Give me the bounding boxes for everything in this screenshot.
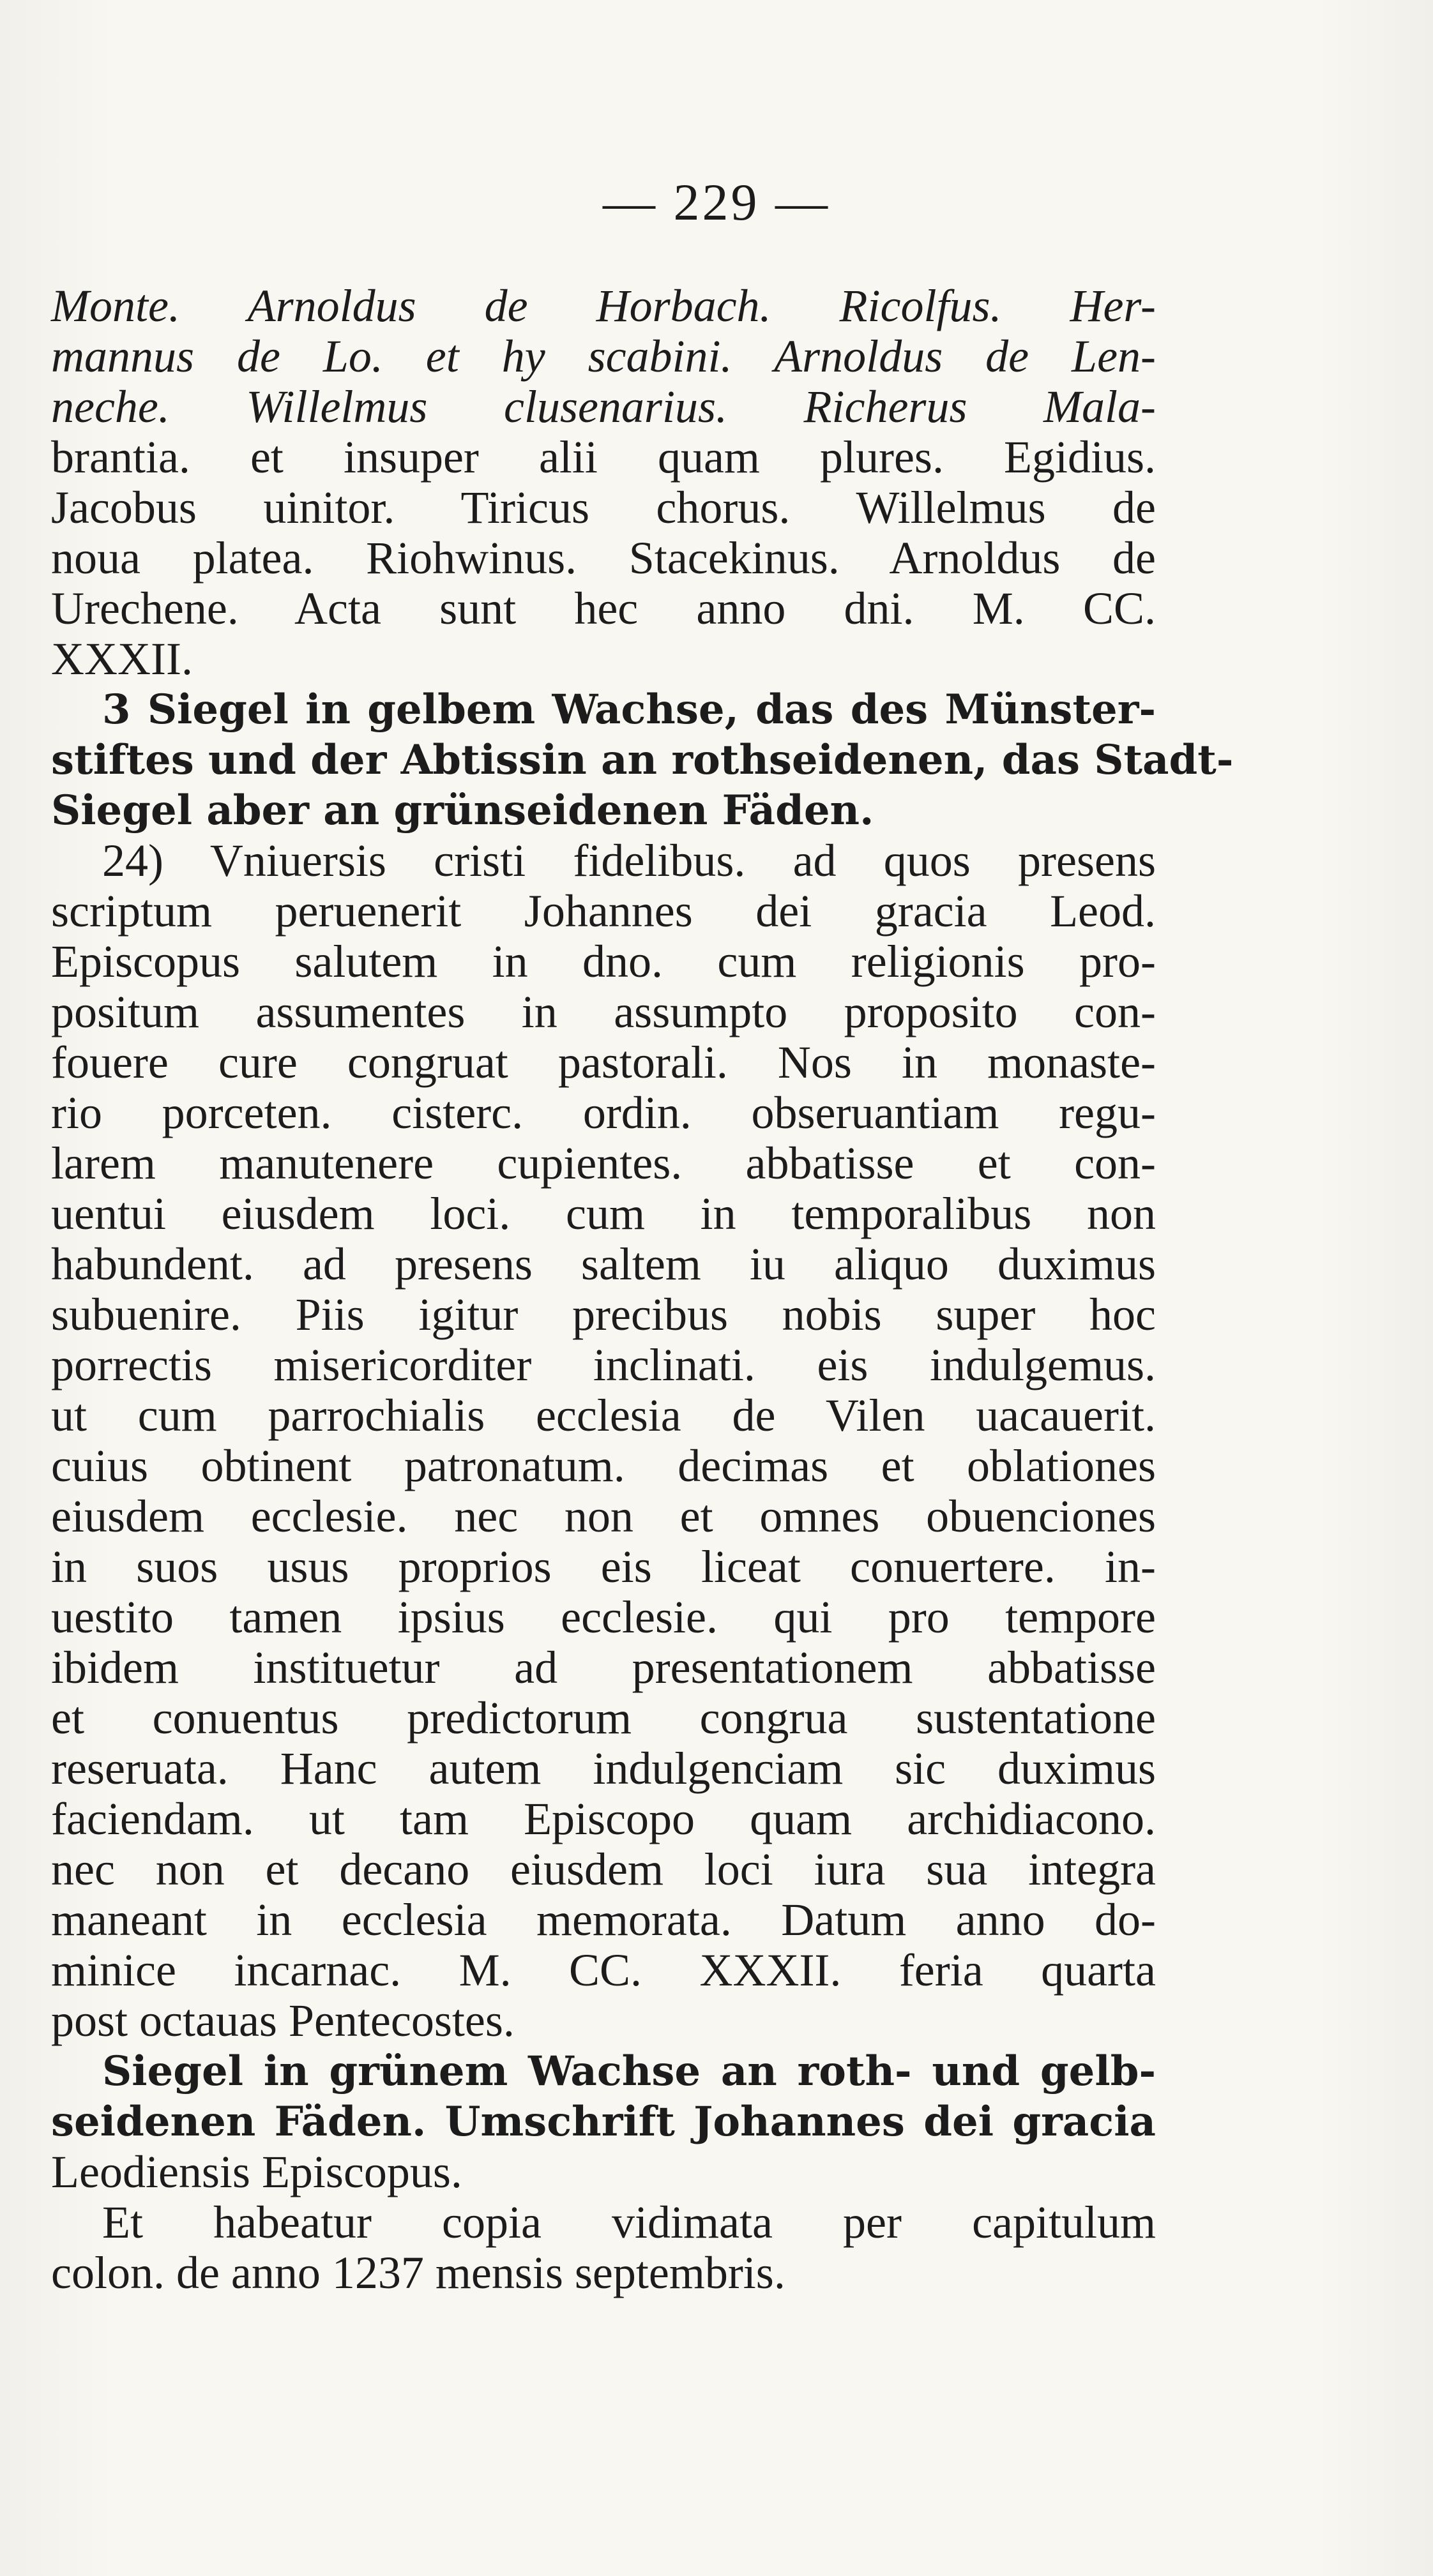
- text-line: larem manutenere cupientes. abbatisse et con-: [51, 1138, 1156, 1189]
- text-line: rio porceten. cisterc. ordin. obseruantiam regu-: [51, 1087, 1156, 1138]
- text-line: eiusdem ecclesie. nec non et omnes obuenciones: [51, 1491, 1156, 1542]
- text-line: subuenire. Piis igitur precibus nobis super hoc: [51, 1289, 1156, 1340]
- text-line: reseruata. Hanc autem indulgenciam sic duximus: [51, 1743, 1156, 1794]
- text-line: XXXII.: [51, 633, 193, 684]
- text-line: Leodiensis Episcopus.: [51, 2146, 462, 2197]
- text-line: uentui eiusdem loci. cum in temporalibus non: [51, 1188, 1156, 1239]
- text-line: nec non et decano eiusdem loci iura sua integra: [51, 1844, 1156, 1895]
- text-line: Monte. Arnoldus de Horbach. Ricolfus. Her-: [51, 280, 1156, 331]
- text-line: Et habeatur copia vidimata per capitulum: [102, 2197, 1156, 2248]
- text-line: neche. Willelmus clusenarius. Richerus Mala-: [51, 381, 1156, 432]
- text-line: colon. de anno 1237 mensis septembris.: [51, 2247, 785, 2298]
- text-line: minice incarnac. M. CC. XXXII. feria quarta: [51, 1945, 1156, 1996]
- text-line: ut cum parrochialis ecclesia de Vilen uacauerit.: [51, 1390, 1156, 1441]
- text-line: mannus de Lo. et hy scabini. Arnoldus de Len-: [51, 331, 1156, 382]
- text-line: uestito tamen ipsius ecclesie. qui pro tempore: [51, 1592, 1156, 1643]
- text-line: brantia. et insuper alii quam plures. Egidius.: [51, 432, 1156, 483]
- text-line: Siegel aber an grünseidenen Fäden.: [51, 787, 874, 834]
- text-line: porrectis misericorditer inclinati. eis indulgemus.: [51, 1339, 1156, 1390]
- text-line: seidenen Fäden. Umschrift Johannes dei gracia: [51, 2098, 1156, 2146]
- text-line: in suos usus proprios eis liceat conuertere. in-: [51, 1541, 1156, 1592]
- text-line: positum assumentes in assumpto proposito con-: [51, 986, 1156, 1037]
- text-line: 24) Vniuersis cristi fidelibus. ad quos presens: [102, 835, 1156, 886]
- text-line: noua platea. Riohwinus. Stacekinus. Arnoldus de: [51, 532, 1156, 584]
- text-line: habundent. ad presens saltem iu aliquo duximus: [51, 1239, 1156, 1290]
- text-line: scriptum peruenerit Johannes dei gracia Leod.: [51, 885, 1156, 937]
- text-line: Episcopus salutem in dno. cum religionis pro-: [51, 936, 1156, 987]
- text-line: Urechene. Acta sunt hec anno dni. M. CC.: [51, 583, 1156, 634]
- text-line: Siegel in grünem Wachse an roth- und gelb-: [102, 2047, 1156, 2095]
- text-line: fouere cure congruat pastorali. Nos in monaste-: [51, 1037, 1156, 1088]
- page-number: — 229 —: [603, 173, 830, 231]
- text-line: stiftes und der Abtissin an rothseidenen, das Stadt-: [51, 736, 1234, 784]
- text-line: Jacobus uinitor. Tiricus chorus. Willelmus de: [51, 482, 1156, 533]
- text-line: post octauas Pentecostes.: [51, 1995, 515, 2046]
- text-line: faciendam. ut tam Episcopo quam archidiacono.: [51, 1793, 1156, 1844]
- text-block: [51, 280, 1234, 2298]
- text-line: cuius obtinent patronatum. decimas et oblationes: [51, 1440, 1156, 1491]
- text-line: 3 Siegel in gelbem Wachse, das des Münster-: [102, 686, 1156, 734]
- text-line: maneant in ecclesia memorata. Datum anno do-: [51, 1894, 1156, 1945]
- text-line: et conuentus predictorum congrua sustentatione: [51, 1692, 1156, 1744]
- text-line: ibidem instituetur ad presentationem abbatisse: [51, 1642, 1156, 1693]
